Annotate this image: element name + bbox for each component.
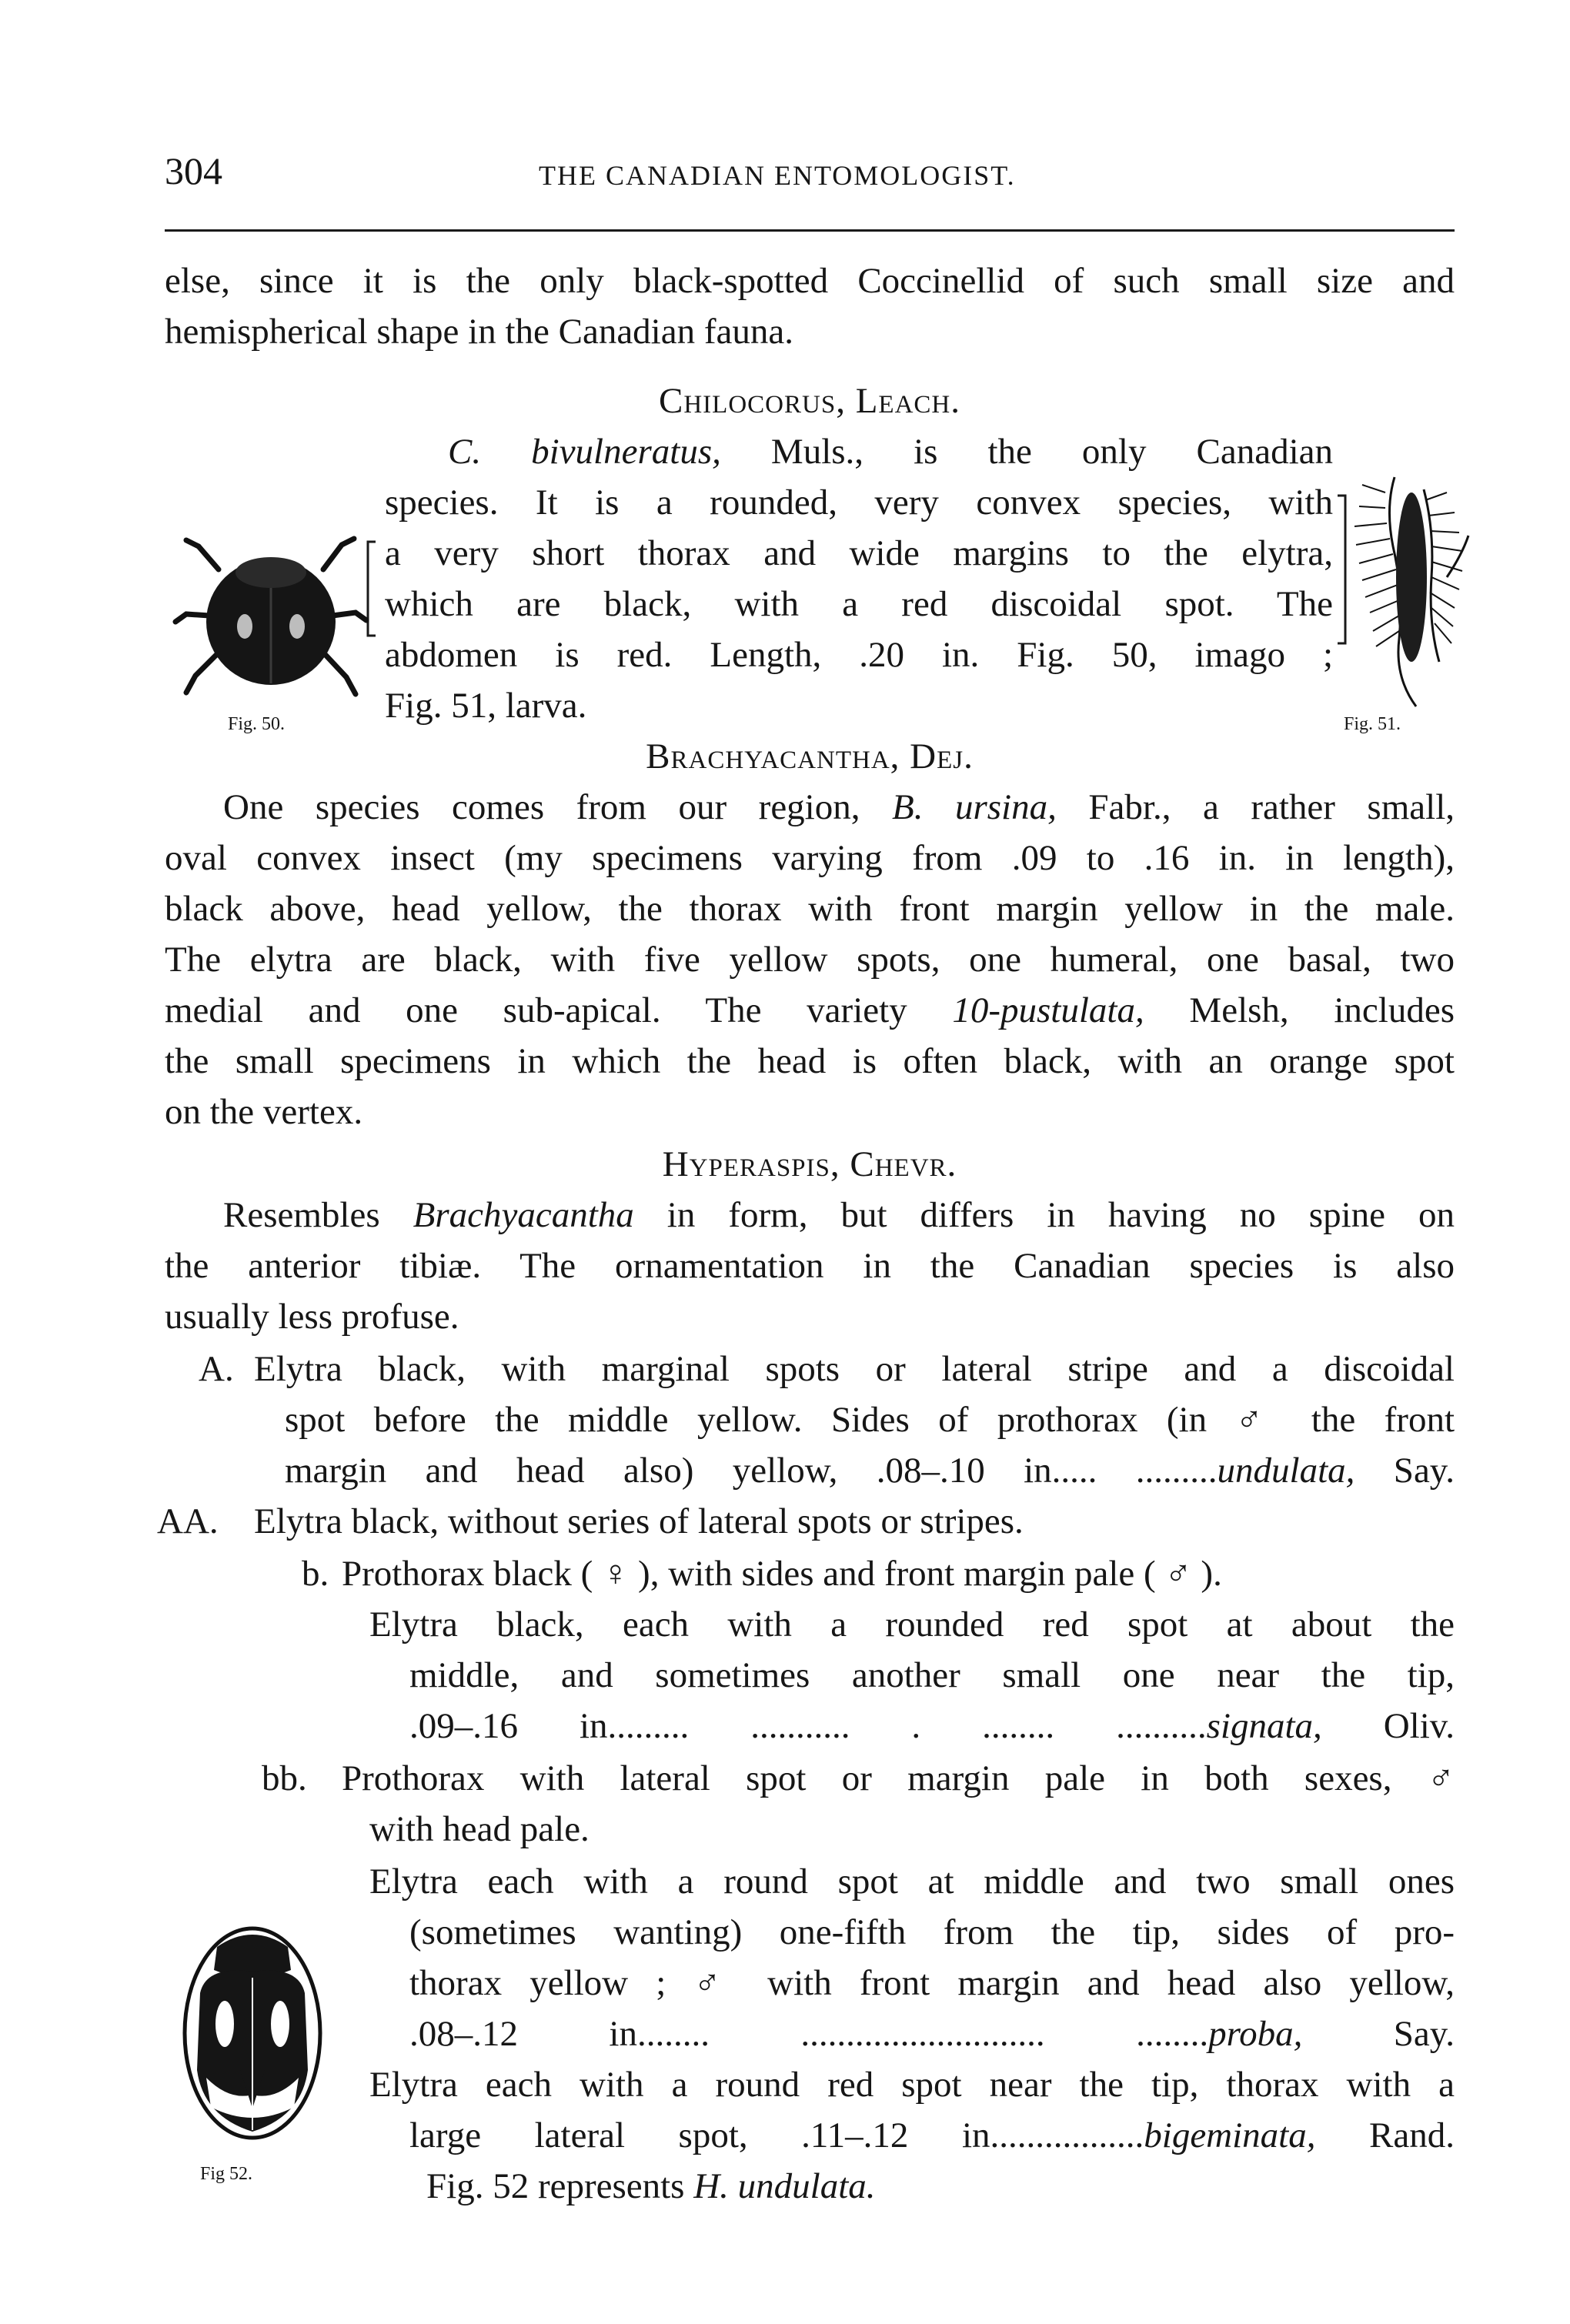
hyperaspis-line-3: usually less profuse. xyxy=(165,1297,459,1337)
larva-illustration xyxy=(1339,462,1470,716)
chilocorus-line-1 xyxy=(448,426,1333,477)
key-b-line-4b: Oliv. xyxy=(1321,1706,1455,1746)
page-number: 304 xyxy=(165,149,222,192)
brachyacantha-heading: Brachyacantha, Dej. xyxy=(646,736,974,776)
key-A-line-3 xyxy=(285,1445,1455,1496)
key-bb-line-8 xyxy=(409,2110,1455,2161)
key-bb-line-6 xyxy=(409,2008,1455,2059)
chilocorus-line-2: species. It is a rounded, very convex species, with xyxy=(385,482,1333,523)
key-bb-line-3: Elytra each with a round spot at middle and two small ones xyxy=(369,1862,1455,1902)
key-bb-line-8b: Rand. xyxy=(1315,2115,1455,2155)
fig-52-caption xyxy=(426,2161,1455,2212)
key-b-label: b. xyxy=(302,1554,329,1594)
brachyacantha-line-6: the small specimens in which the head is often black, with an orange spot xyxy=(165,1041,1455,1081)
key-A-line-3a: margin and head also) yellow, .08–.10 in..... ......... xyxy=(285,1451,1218,1491)
key-bb-line-8a: large lateral spot, .11–.12 in................. xyxy=(409,2115,1144,2155)
key-A-line-2: spot before the middle yellow. Sides of prothorax (in ♂ the front xyxy=(285,1400,1455,1440)
key-A-line-1: Elytra black, with marginal spots or lateral stripe and a discoidal xyxy=(254,1349,1455,1389)
fig-52-caption-species: H. undulata. xyxy=(693,2166,876,2206)
brachyacantha-line-5b: Melsh, includes xyxy=(1144,990,1455,1030)
key-bb-line-6b: Say. xyxy=(1302,2014,1455,2054)
chilocorus-line-4: which are black, with a red discoidal spot. The xyxy=(385,584,1333,624)
running-title: THE CANADIAN ENTOMOLOGIST. xyxy=(539,160,1016,191)
key-bb-line-4: (sometimes wanting) one-fifth from the tip, sides of pro- xyxy=(409,1912,1455,1952)
chilocorus-line-1-rest: Muls., is the only Canadian xyxy=(720,432,1333,472)
fig-50-label: Fig. 50. xyxy=(228,714,286,734)
hyperaspis-heading: Hyperaspis, Chevr. xyxy=(662,1144,957,1184)
signata-species-name: signata, xyxy=(1206,1706,1322,1746)
brachyacantha-line-1b: Fabr., a rather small, xyxy=(1056,787,1455,827)
key-A-line-3b: Say. xyxy=(1355,1451,1455,1491)
brachyacantha-line-4: The elytra are black, with five yellow spots, one humeral, one basal, two xyxy=(165,940,1455,980)
key-b-line-3: middle, and sometimes another small one near the tip, xyxy=(409,1655,1455,1695)
brachyacantha-line-3: black above, head yellow, the thorax with front margin yellow in the male. xyxy=(165,889,1455,929)
proba-species-name: proba, xyxy=(1208,2014,1303,2054)
key-b-line-1: Prothorax black ( ♀ ), with sides and front margin pale ( ♂ ). xyxy=(342,1554,1222,1594)
key-AA-label: AA. xyxy=(157,1501,219,1541)
brachyacantha-variety-name: 10-pustulata, xyxy=(952,990,1144,1030)
brachyacantha-line-1 xyxy=(223,782,1455,833)
key-b-line-2: Elytra black, each with a rounded red spot at about the xyxy=(369,1604,1455,1644)
brachyacantha-line-5 xyxy=(165,985,1455,1036)
key-AA-line-1: Elytra black, without series of lateral spots or stripes. xyxy=(254,1501,1024,1541)
intro-line-2: hemispherical shape in the Canadian fauna. xyxy=(165,312,793,352)
brachyacantha-line-7: on the vertex. xyxy=(165,1092,363,1132)
key-bb-line-5: thorax yellow ; ♂ with front margin and head also yellow, xyxy=(409,1963,1455,2003)
key-bb-line-2: with head pale. xyxy=(369,1809,590,1849)
brachyacantha-line-5a: medial and one sub-apical. The variety xyxy=(165,990,953,1030)
intro-line-1: else, since it is the only black-spotted Coccinellid of such small size and xyxy=(165,261,1455,301)
key-b-line-4 xyxy=(409,1701,1455,1751)
key-bb-line-7: Elytra each with a round red spot near the tip, thorax with a xyxy=(369,2065,1455,2105)
hyperaspis-line-1b: in form, but differs in having no spine on xyxy=(633,1195,1455,1235)
chilocorus-line-3: a very short thorax and wide margins to the elytra, xyxy=(385,533,1333,573)
key-bb-line-6a: .08–.12 in........ ........................... ........ xyxy=(409,2014,1209,2054)
chilocorus-species-name: C. bivulneratus, xyxy=(448,432,721,472)
brachyacantha-species-name: B. ursina, xyxy=(892,787,1057,827)
ladybird-imago-illustration xyxy=(171,523,371,708)
hyperaspis-beetle-illustration xyxy=(175,1916,329,2147)
header-rule xyxy=(165,229,1455,232)
key-bb-label: bb. xyxy=(262,1758,307,1798)
chilocorus-line-6: Fig. 51, larva. xyxy=(385,686,587,726)
key-b-line-4a: .09–.16 in......... ........... . ........ .......... xyxy=(409,1706,1207,1746)
brachyacantha-line-1a: One species comes from our region, xyxy=(223,787,892,827)
undulata-species-name: undulata, xyxy=(1217,1451,1355,1491)
chilocorus-line-5: abdomen is red. Length, .20 in. Fig. 50, imago ; xyxy=(385,635,1333,675)
fig-52-label: Fig 52. xyxy=(200,2164,253,2184)
key-A-label: A. xyxy=(199,1349,234,1389)
hyperaspis-genus-name: Brachyacantha xyxy=(413,1195,634,1235)
hyperaspis-line-1a: Resembles xyxy=(223,1195,413,1235)
fig-51-label: Fig. 51. xyxy=(1344,714,1401,734)
hyperaspis-line-2: the anterior tibiæ. The ornamentation in the Canadian species is also xyxy=(165,1246,1455,1286)
hyperaspis-line-1 xyxy=(223,1190,1455,1240)
chilocorus-heading: Chilocorus, Leach. xyxy=(659,381,960,421)
key-bb-line-1: Prothorax with lateral spot or margin pale in both sexes, ♂ xyxy=(342,1758,1455,1798)
bigeminata-species-name: bigeminata, xyxy=(1144,2115,1316,2155)
brachyacantha-line-2: oval convex insect (my specimens varying from .09 to .16 in. in length), xyxy=(165,838,1455,878)
fig-52-caption-text: Fig. 52 represents xyxy=(426,2166,694,2206)
